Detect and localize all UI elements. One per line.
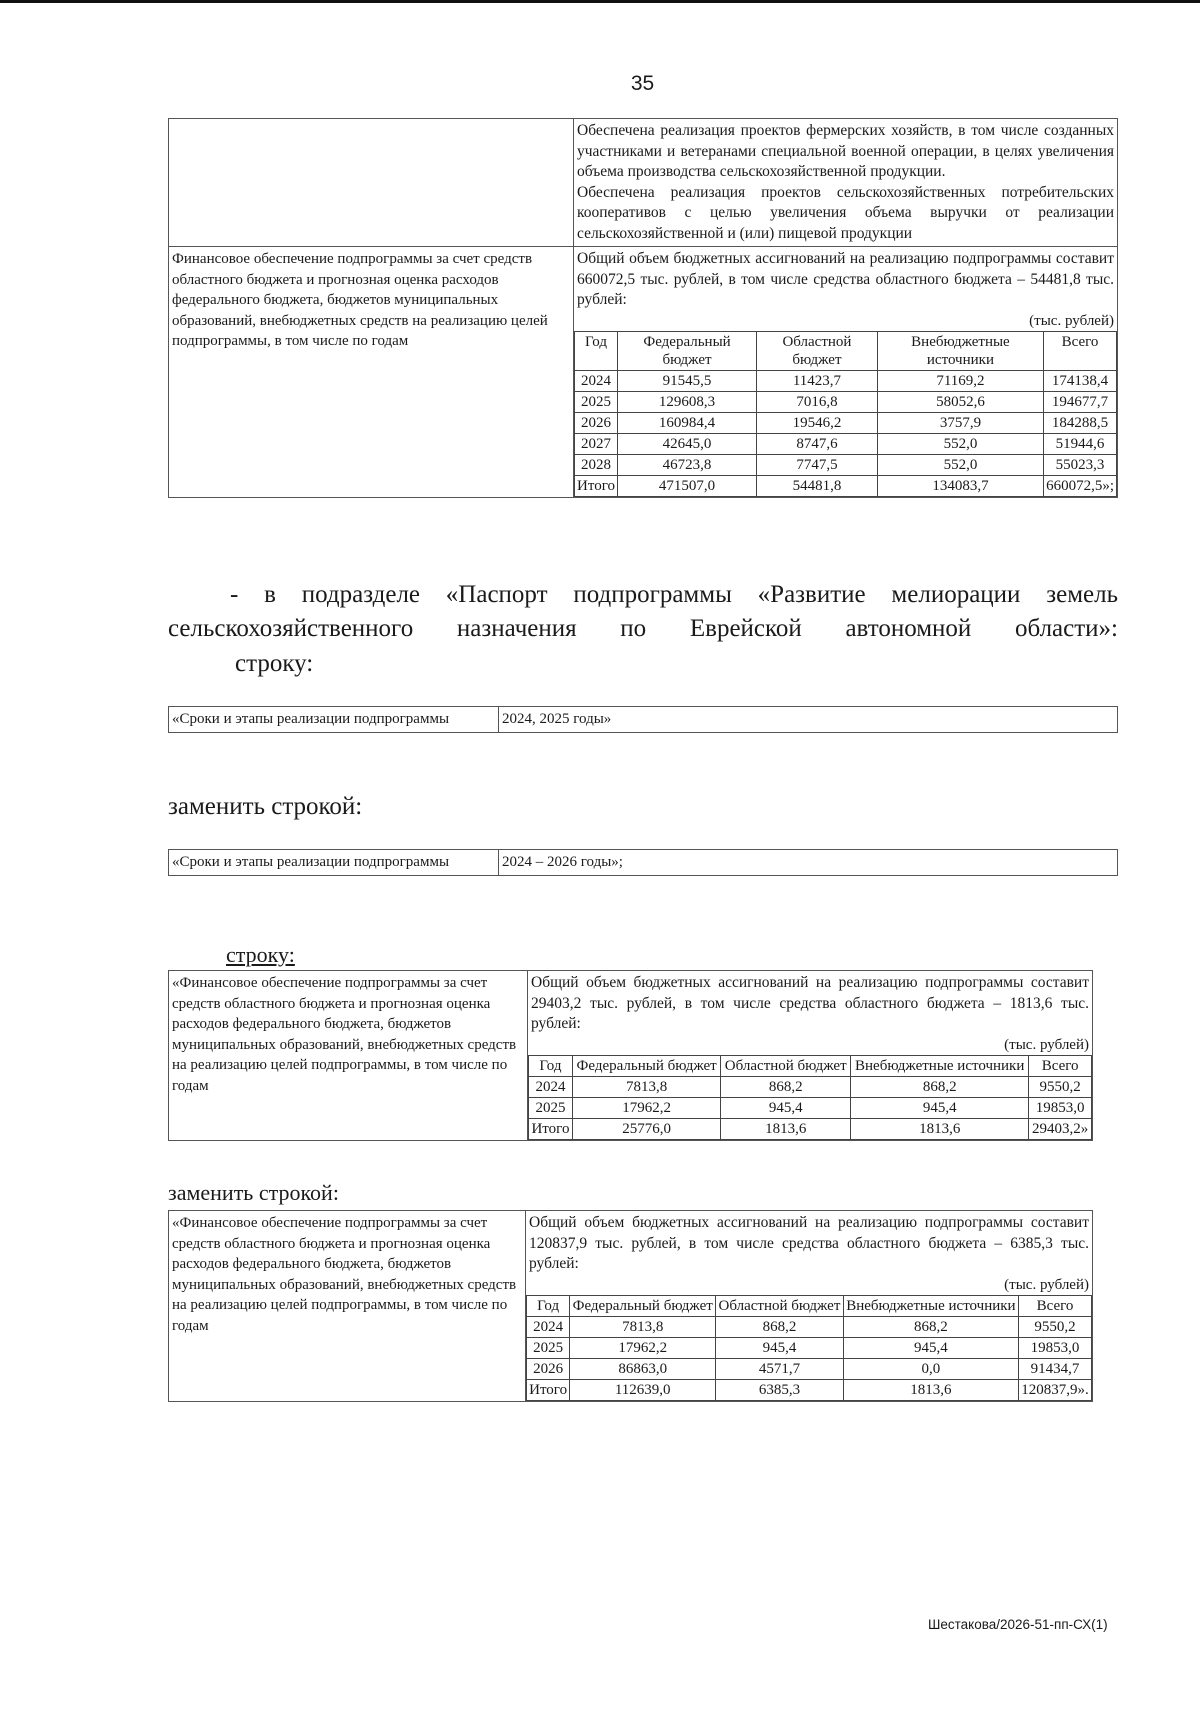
finance-row bbox=[527, 1316, 1092, 1337]
finance-row bbox=[527, 1337, 1092, 1358]
finance-text: Общий объем бюджетных ассигнований на реализацию подпрограммы составит 660072,5 тыс. рублей, в том числе средства областного бюджета – 54481,8 тыс. рублей: bbox=[577, 250, 1114, 308]
finance-value-cell: 6385,3 bbox=[716, 1379, 844, 1400]
finance-year-cell: Итого bbox=[527, 1379, 570, 1400]
finance-value-cell: 112639,0 bbox=[570, 1379, 716, 1400]
terms-new-value: 2024 – 2026 годы»; bbox=[499, 850, 1118, 876]
finance-value-cell: 868,2 bbox=[721, 1076, 851, 1097]
finance-value-cell: 552,0 bbox=[877, 454, 1043, 475]
finance-year-cell: 2025 bbox=[529, 1097, 573, 1118]
finance-value-cell: 160984,4 bbox=[617, 412, 756, 433]
finance-year-cell: Итого bbox=[529, 1118, 573, 1139]
finance-value-cell: 129608,3 bbox=[617, 391, 756, 412]
finance-header-cell: Всего bbox=[1044, 331, 1117, 370]
finance-new-label: «Финансовое обеспечение подпрограммы за счет средств областного бюджета и прогнозная оценка расходов федерального бюджета, бюджетов муниципальных образований, внебюджетных средств на реализацию целей подпрограммы, в том числе по годам bbox=[169, 1211, 526, 1402]
finance-table bbox=[574, 331, 1117, 497]
finance-old-content bbox=[528, 971, 1093, 1141]
finance-row bbox=[575, 412, 1117, 433]
finance-header-cell: Федеральный бюджет bbox=[572, 1055, 720, 1076]
finance-unit: (тыс. рублей) bbox=[1029, 312, 1114, 329]
finance-value-cell: 134083,7 bbox=[877, 475, 1043, 496]
finance-value-cell: 29403,2» bbox=[1029, 1118, 1092, 1139]
finance-value-cell: 174138,4 bbox=[1044, 370, 1117, 391]
top-border-line bbox=[0, 0, 1200, 3]
finance-value-cell: 54481,8 bbox=[757, 475, 878, 496]
finance-value-cell: 3757,9 bbox=[877, 412, 1043, 433]
finance-row bbox=[575, 475, 1117, 496]
finance-year-cell: 2024 bbox=[575, 370, 618, 391]
finance-value-cell: 120837,9». bbox=[1019, 1379, 1092, 1400]
finance-value-cell: 552,0 bbox=[877, 433, 1043, 454]
terms-old-value: 2024, 2025 годы» bbox=[499, 707, 1118, 733]
terms-old-label: «Сроки и этапы реализации подпрограммы bbox=[169, 707, 499, 733]
finance-header-cell: Всего bbox=[1019, 1295, 1092, 1316]
finance-header-cell: Год bbox=[527, 1295, 570, 1316]
terms-old-table bbox=[168, 706, 1118, 733]
finance-header-cell: Год bbox=[529, 1055, 573, 1076]
finance-value-cell: 11423,7 bbox=[757, 370, 878, 391]
finance-value-cell: 17962,2 bbox=[572, 1097, 720, 1118]
finance-row bbox=[529, 1097, 1092, 1118]
finance-value-cell: 19853,0 bbox=[1019, 1337, 1092, 1358]
finance-value-cell: 4571,7 bbox=[716, 1358, 844, 1379]
finance-value-cell: 1813,6 bbox=[851, 1118, 1029, 1139]
finance-value-cell: 1813,6 bbox=[721, 1118, 851, 1139]
section-heading bbox=[168, 578, 1118, 646]
finance-header-cell: Областной бюджет bbox=[716, 1295, 844, 1316]
passport-table-block bbox=[168, 118, 1118, 498]
finance-year-cell: 2025 bbox=[527, 1337, 570, 1358]
finance-value-cell: 17962,2 bbox=[570, 1337, 716, 1358]
stroku-label-2: строку: bbox=[226, 942, 295, 967]
finance-value-cell: 7813,8 bbox=[572, 1076, 720, 1097]
finance-value-cell: 9550,2 bbox=[1029, 1076, 1092, 1097]
finance-row bbox=[527, 1358, 1092, 1379]
terms-new-label: «Сроки и этапы реализации подпрограммы bbox=[169, 850, 499, 876]
finance-value-cell: 8747,6 bbox=[757, 433, 878, 454]
finance-old-label: «Финансовое обеспечение подпрограммы за счет средств областного бюджета и прогнозная оценка расходов федерального бюджета, бюджетов муниципальных образований, внебюджетных средств на реализацию целей подпрограммы, в том числе по годам bbox=[169, 971, 528, 1141]
finance-header-row bbox=[529, 1055, 1092, 1076]
finance-new-text: Общий объем бюджетных ассигнований на реализацию подпрограммы составит 120837,9 тыс. рублей, в том числе средства областного бюджета – 6385,3 тыс. рублей: bbox=[529, 1214, 1089, 1272]
finance-value-cell: 86863,0 bbox=[570, 1358, 716, 1379]
finance-value-cell: 7016,8 bbox=[757, 391, 878, 412]
finance-year-cell: 2024 bbox=[529, 1076, 573, 1097]
finance-year-cell: 2026 bbox=[575, 412, 618, 433]
finance-value-cell: 51944,6 bbox=[1044, 433, 1117, 454]
finance-value-cell: 945,4 bbox=[843, 1337, 1018, 1358]
finance-content-cell bbox=[574, 247, 1118, 498]
results-cell bbox=[574, 119, 1118, 247]
finance-old-unit: (тыс. рублей) bbox=[1004, 1036, 1089, 1053]
finance-new-subtable bbox=[526, 1295, 1092, 1401]
finance-row bbox=[529, 1076, 1092, 1097]
finance-value-cell: 42645,0 bbox=[617, 433, 756, 454]
finance-value-cell: 58052,6 bbox=[877, 391, 1043, 412]
finance-header-cell: Внебюджетные источники bbox=[843, 1295, 1018, 1316]
finance-value-cell: 91434,7 bbox=[1019, 1358, 1092, 1379]
result-farms: Обеспечена реализация проектов фермерских хозяйств, в том числе созданных участниками и ветеранами специальной военной операции, в целях увеличения объема производства сельскохозяйственной продукции. bbox=[577, 122, 1114, 180]
finance-value-cell: 46723,8 bbox=[617, 454, 756, 475]
finance-value-cell: 55023,3 bbox=[1044, 454, 1117, 475]
finance-value-cell: 868,2 bbox=[851, 1076, 1029, 1097]
finance-header-cell: Федеральный бюджет bbox=[570, 1295, 716, 1316]
finance-header-row bbox=[527, 1295, 1092, 1316]
finance-value-cell: 184288,5 bbox=[1044, 412, 1117, 433]
footer-code: Шестакова/2026-51-пп-СХ(1) bbox=[928, 1617, 1108, 1632]
finance-year-cell: Итого bbox=[575, 475, 618, 496]
finance-value-cell: 945,4 bbox=[851, 1097, 1029, 1118]
finance-value-cell: 25776,0 bbox=[572, 1118, 720, 1139]
stroku-label-1: строку: bbox=[235, 650, 314, 677]
finance-old-subtable bbox=[528, 1055, 1092, 1140]
finance-value-cell: 868,2 bbox=[843, 1316, 1018, 1337]
finance-row bbox=[575, 370, 1117, 391]
section-heading-text: - в подразделе «Паспорт подпрограммы «Развитие мелиорации земель сельскохозяйственного назначения по Еврейской автономной области»: bbox=[168, 581, 1118, 642]
replace-label-1: заменить строкой: bbox=[168, 793, 363, 820]
finance-year-cell: 2027 bbox=[575, 433, 618, 454]
finance-value-cell: 7747,5 bbox=[757, 454, 878, 475]
finance-year-cell: 2025 bbox=[575, 391, 618, 412]
finance-header-cell: Областной бюджет bbox=[757, 331, 878, 370]
page-number: 35 bbox=[630, 72, 655, 95]
finance-value-cell: 19853,0 bbox=[1029, 1097, 1092, 1118]
finance-header-cell: Всего bbox=[1029, 1055, 1092, 1076]
finance-row bbox=[527, 1379, 1092, 1400]
finance-new-table bbox=[168, 1210, 1093, 1402]
finance-header-cell: Областной бюджет bbox=[721, 1055, 851, 1076]
finance-year-cell: 2028 bbox=[575, 454, 618, 475]
finance-row bbox=[575, 433, 1117, 454]
finance-year-cell: 2026 bbox=[527, 1358, 570, 1379]
finance-row bbox=[529, 1118, 1092, 1139]
finance-value-cell: 194677,7 bbox=[1044, 391, 1117, 412]
finance-value-cell: 0,0 bbox=[843, 1358, 1018, 1379]
finance-row bbox=[575, 454, 1117, 475]
finance-value-cell: 945,4 bbox=[716, 1337, 844, 1358]
finance-old-text: Общий объем бюджетных ассигнований на реализацию подпрограммы составит 29403,2 тыс. рублей, в том числе средства областного бюджета – 1813,6 тыс. рублей: bbox=[531, 974, 1089, 1032]
finance-value-cell: 7813,8 bbox=[570, 1316, 716, 1337]
finance-new-unit: (тыс. рублей) bbox=[1004, 1276, 1089, 1293]
finance-value-cell: 9550,2 bbox=[1019, 1316, 1092, 1337]
finance-header-cell: Год bbox=[575, 331, 618, 370]
finance-old-table bbox=[168, 970, 1093, 1141]
terms-new-table bbox=[168, 849, 1118, 876]
finance-header-cell: Внебюджетные источники bbox=[877, 331, 1043, 370]
finance-label-cell: Финансовое обеспечение подпрограммы за счет средств областного бюджета и прогнозная оценка расходов федерального бюджета, бюджетов муниципальных образований, внебюджетных средств на реализацию целей подпрограммы, в том числе по годам bbox=[169, 247, 574, 498]
finance-value-cell: 471507,0 bbox=[617, 475, 756, 496]
finance-value-cell: 660072,5»; bbox=[1044, 475, 1117, 496]
empty-label-cell bbox=[169, 119, 574, 247]
finance-value-cell: 71169,2 bbox=[877, 370, 1043, 391]
finance-value-cell: 945,4 bbox=[721, 1097, 851, 1118]
finance-year-cell: 2024 bbox=[527, 1316, 570, 1337]
replace-label-2: заменить строкой: bbox=[168, 1180, 339, 1205]
finance-value-cell: 91545,5 bbox=[617, 370, 756, 391]
finance-value-cell: 1813,6 bbox=[843, 1379, 1018, 1400]
finance-value-cell: 868,2 bbox=[716, 1316, 844, 1337]
finance-header-row bbox=[575, 331, 1117, 370]
finance-value-cell: 19546,2 bbox=[757, 412, 878, 433]
finance-row bbox=[575, 391, 1117, 412]
result-cooperatives: Обеспечена реализация проектов сельскохозяйственных потребительских кооперативов с целью увеличения объема выручки от реализации сельскохозяйственной и (или) пищевой продукции bbox=[577, 183, 1114, 242]
finance-header-cell: Федеральный бюджет bbox=[617, 331, 756, 370]
finance-new-content bbox=[526, 1211, 1093, 1402]
finance-header-cell: Внебюджетные источники bbox=[851, 1055, 1029, 1076]
